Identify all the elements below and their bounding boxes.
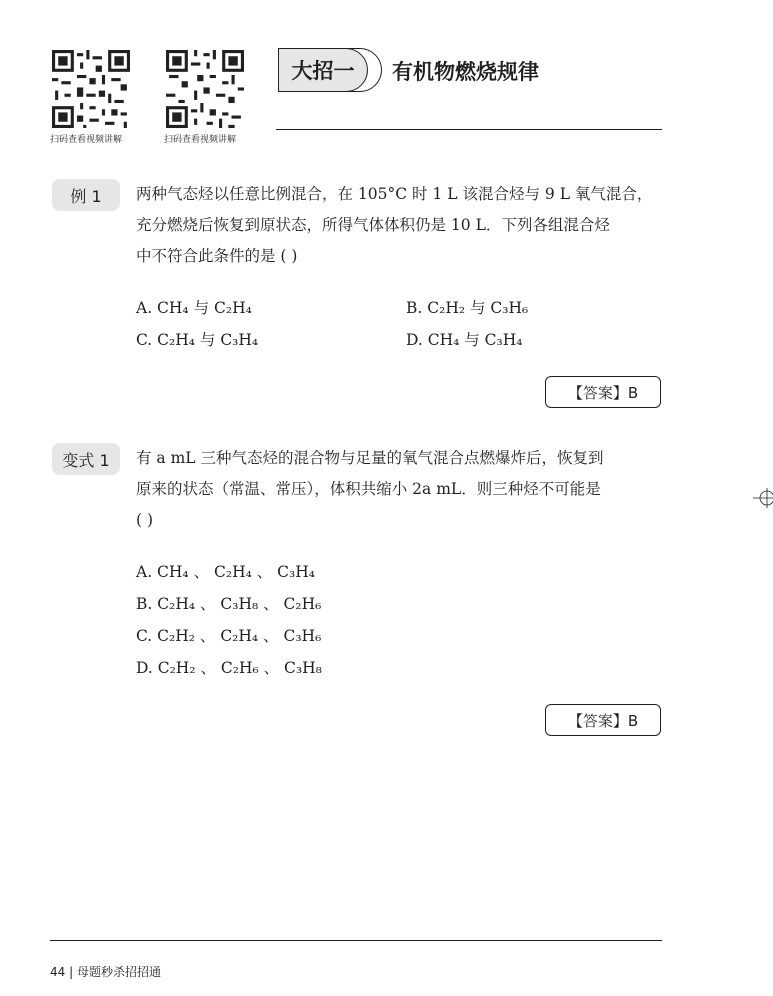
example-line-2: 充分燃烧后恢复到原状态，所得气体体积仍是 10 L．下列各组混合烃 — [136, 216, 610, 234]
example-option-b: B. C₂H₂ 与 C₃H₆ — [406, 299, 529, 317]
variant-option-d: D. C₂H₂ 、 C₂H₆ 、 C₃H₈ — [136, 659, 322, 677]
example-line-3: 中不符合此条件的是 ( ) — [136, 247, 298, 265]
example-line-1: 两种气态烃以任意比例混合，在 105°C 时 1 L 该混合烃与 9 L 氧气混合， — [136, 185, 653, 203]
variant-line-3: ( ) — [136, 511, 154, 529]
example-question-text — [136, 179, 666, 272]
qr-caption-1: 扫码查看视频讲解 — [50, 135, 123, 145]
book-title: 母题秒杀招招通 — [76, 965, 161, 979]
example-label: 例 1 — [52, 179, 120, 211]
example-answer-box: 【答案】B — [545, 376, 661, 408]
qr-code-image-2 — [166, 50, 244, 128]
footer-separator: | — [69, 965, 77, 979]
example-option-d: D. CH₄ 与 C₃H₄ — [406, 331, 523, 349]
variant-question-text — [136, 443, 666, 536]
qr-code-image-1 — [52, 50, 130, 128]
variant-option-c: C. C₂H₂ 、 C₂H₄ 、 C₃H₆ — [136, 627, 322, 645]
variant-option-b: B. C₂H₄ 、 C₃H₈ 、 C₂H₆ — [136, 595, 322, 613]
crop-mark-icon — [753, 488, 773, 508]
qr-caption-2: 扫码查看视频讲解 — [164, 135, 237, 145]
variant-line-2: 原来的状态（常温、常压），体积共缩小 2a mL．则三种烃不可能是 — [136, 480, 601, 498]
example-option-a: A. CH₄ 与 C₂H₄ — [136, 299, 252, 317]
chapter-title: 有机物燃烧规律 — [392, 60, 539, 84]
chapter-tag: 大招一 — [278, 48, 368, 92]
example-option-c: C. C₂H₄ 与 C₃H₄ — [136, 331, 259, 349]
footer-divider — [50, 940, 662, 941]
page-number: 44 — [50, 965, 66, 979]
variant-label: 变式 1 — [52, 443, 120, 475]
variant-line-1: 有 a mL 三种气态烃的混合物与足量的氧气混合点燃爆炸后，恢复到 — [136, 449, 604, 467]
footer — [50, 963, 161, 980]
header-divider — [276, 129, 662, 130]
variant-option-a: A. CH₄ 、 C₂H₄ 、 C₃H₄ — [136, 563, 315, 581]
variant-answer-box: 【答案】B — [545, 704, 661, 736]
